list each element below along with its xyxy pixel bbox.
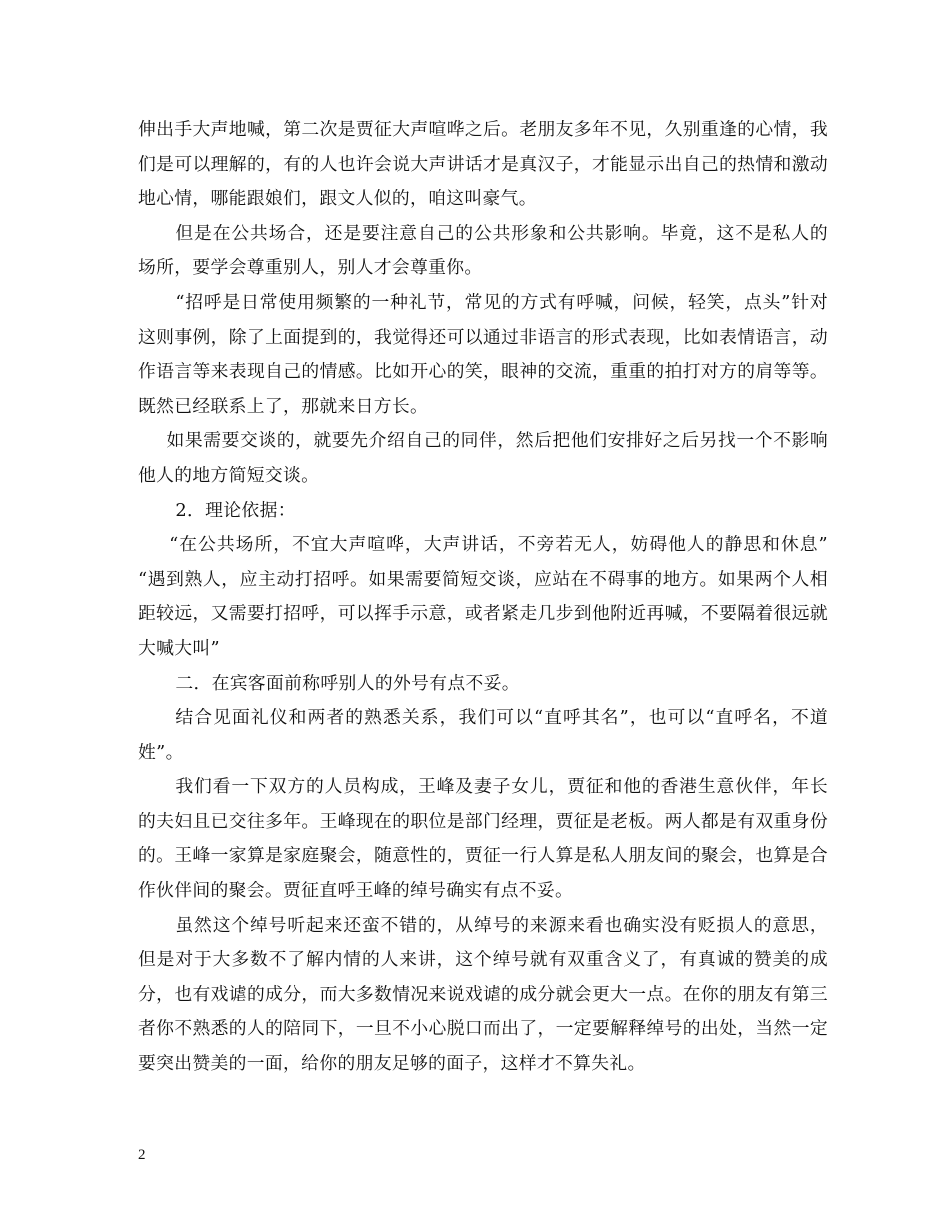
page-number: 2 [138,1147,146,1163]
section-heading-basis: 2．理论依据： [175,499,296,521]
paragraph-2: 但是在公共场合，还是要注意自己的公共形象和公共影响。毕竟，这不是私人的场所，要学会尊重别人，别人才会尊重你。 [138,222,828,279]
paragraph-greeting: 结合见面礼仪和两者的熟悉关系，我们可以“直呼其名”，也可以“直呼名，不道姓”。 [138,707,828,763]
paragraph-4: 如果需要交谈的，就要先介绍自己的同伴，然后把他们安排好之后另找一个不影响他人的地方简短交谈。 [138,430,828,486]
paragraph-quote: “在公共场所，不宜大声喧哗，大声讲话，不旁若无人，妨碍他人的静思和休息” “遇到熟人，应主动打招呼。如果需要简短交谈，应站在不碍事的地方。如果两个人相距较远，又需要打招呼，可以挥手示意，或者紧走几步到他附近再喊，不要隔着很远就大喊大叫” [138,534,828,659]
paragraph-1: 伸出手大声地喊，第二次是贾征大声喧哗之后。老朋友多年不见，久别重逢的心情，我们是可以理解的，有的人也许会说大声讲话才是真汉子，才能显示出自己的热情和激动地心情，哪能跟娘们，跟文人似的，咱这叫豪气。 [138,119,828,210]
paragraph-3: “招呼是日常使用频繁的一种礼节，常见的方式有呼喊，问候，轻笑，点头”针对这则事例，除了上面提到的，我觉得还可以通过非语言的形式表现，比如表情语言，动作语言等来表现自己的情感。比如开心的笑，眼神的交流，重重的拍打对方的肩等等。既然已经联系上了，那就来日方长。 [138,291,828,417]
section-heading-two: 二．在宾客面前称呼别人的外号有点不妥。 [175,672,520,694]
paragraph-people: 我们看一下双方的人员构成，王峰及妻子女儿，贾征和他的香港生意伙伴，年长的夫妇且已交往多年。王峰现在的职位是部门经理，贾征是老板。两人都是有双重身份的。王峰一家算是家庭聚会，随意性的，贾征一行人算是私人朋友间的聚会，也算是合作伙伴间的聚会。贾征直呼王峰的绰号确实有点不妥。 [138,776,828,902]
document-body [138,113,828,1082]
paragraph-nickname: 虽然这个绰号听起来还蛮不错的，从绰号的来源来看也确实没有贬损人的意思，但是对于大多数不了解内情的人来讲，这个绰号就有双重含义了，有真诚的赞美的成分，也有戏谑的成分，而大多数情况来说戏谑的成分就会更大一点。在你的朋友有第三者你不熟悉的人的陪同下，一旦不小心脱口而出了，一定要解释绰号的出处，当然一定要突出赞美的一面，给你的朋友足够的面子，这样才不算失礼。 [138,914,828,1075]
